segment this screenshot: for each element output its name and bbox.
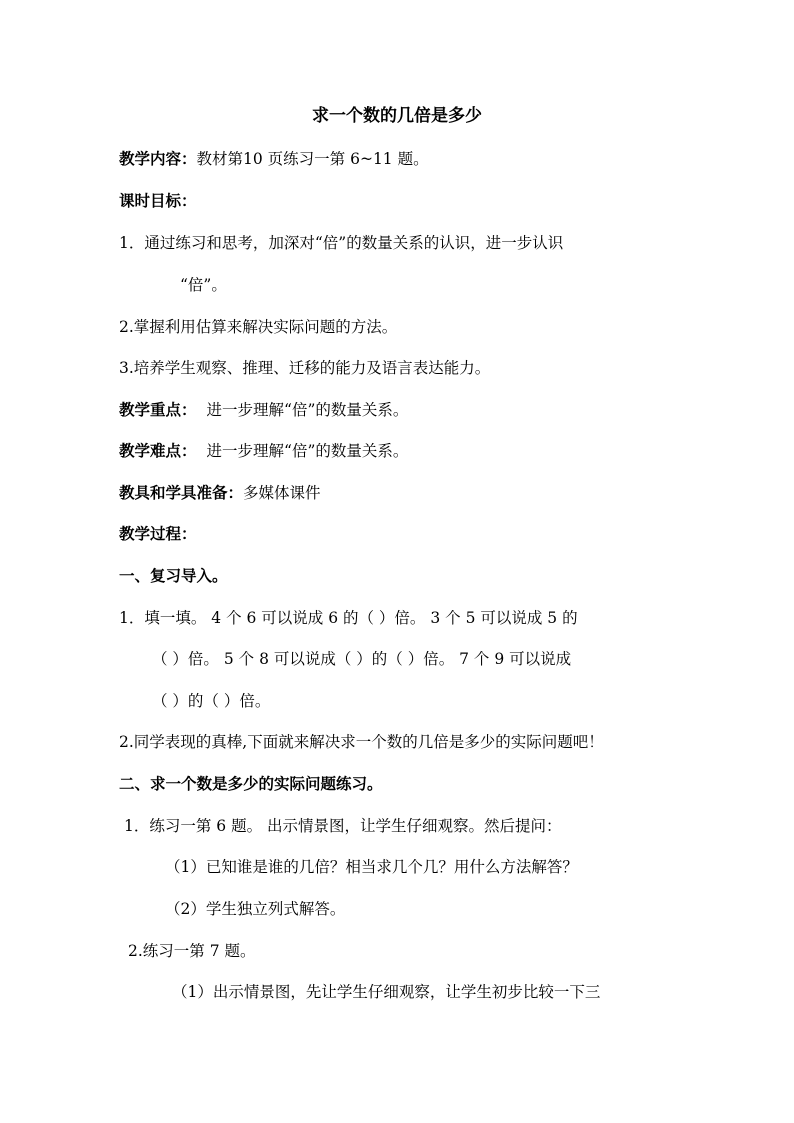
section-2-heading: 二、求一个数是多少的实际问题练习。: [119, 774, 383, 793]
document-title: 求一个数的几倍是多少: [312, 106, 482, 126]
section-1-heading: 一、复习导入。: [119, 566, 228, 585]
goal-1-line-b: “倍”。: [180, 276, 227, 294]
s1-item1-line-a: 1．填一填。 4 个 6 可以说成 6 的（ ）倍。 3 个 5 可以说成 5 的: [119, 609, 578, 627]
difficulty-line: [119, 440, 408, 462]
content-text: 教材第10 页练习一第 6~11 题。: [196, 150, 429, 168]
s2-item1-q1: （1）已知谁是谁的几倍？相当求几个几？用什么方法解答？: [165, 858, 578, 876]
s2-item1: 1．练习一第 6 题。 出示情景图，让学生仔细观察。然后提问：: [124, 817, 562, 835]
goal-1-line-a: 1．通过练习和思考，加深对“倍”的数量关系的认识，进一步认识: [119, 234, 564, 252]
goals-heading: 课时目标：: [119, 191, 197, 210]
tools-text: 多媒体课件: [243, 484, 321, 502]
s2-item2: 2.练习一第 7 题。: [128, 942, 256, 960]
goal-3: 3.培养学生观察、推理、迁移的能力及语言表达能力。: [119, 359, 491, 377]
key-point-text: 进一步理解“倍”的数量关系。: [206, 401, 409, 419]
s2-item2-q1: （1）出示情景图，先让学生仔细观察，让学生初步比较一下三: [172, 983, 601, 1001]
process-heading: 教学过程：: [119, 524, 197, 543]
content-line: [119, 148, 429, 170]
difficulty-text: 进一步理解“倍”的数量关系。: [206, 442, 409, 460]
tools-label: 教具和学具准备：: [119, 483, 244, 502]
tools-line: [119, 482, 321, 504]
content-label: 教学内容：: [119, 149, 197, 168]
goal-2: 2.掌握利用估算来解决实际问题的方法。: [119, 318, 398, 336]
s2-item1-q2: （2）学生独立列式解答。: [165, 900, 346, 918]
s1-item1-line-c: （ ）的（ ）倍。: [152, 692, 271, 710]
key-point-label: 教学重点：: [119, 400, 197, 419]
difficulty-label: 教学难点：: [119, 441, 197, 460]
s1-item1-line-b: （ ）倍。 5 个 8 可以说成（ ）的（ ）倍。 7 个 9 可以说成: [152, 650, 572, 668]
key-point-line: [119, 399, 408, 421]
s1-item2: 2.同学表现的真棒,下面就来解决求一个数的几倍是多少的实际问题吧！: [119, 733, 604, 751]
